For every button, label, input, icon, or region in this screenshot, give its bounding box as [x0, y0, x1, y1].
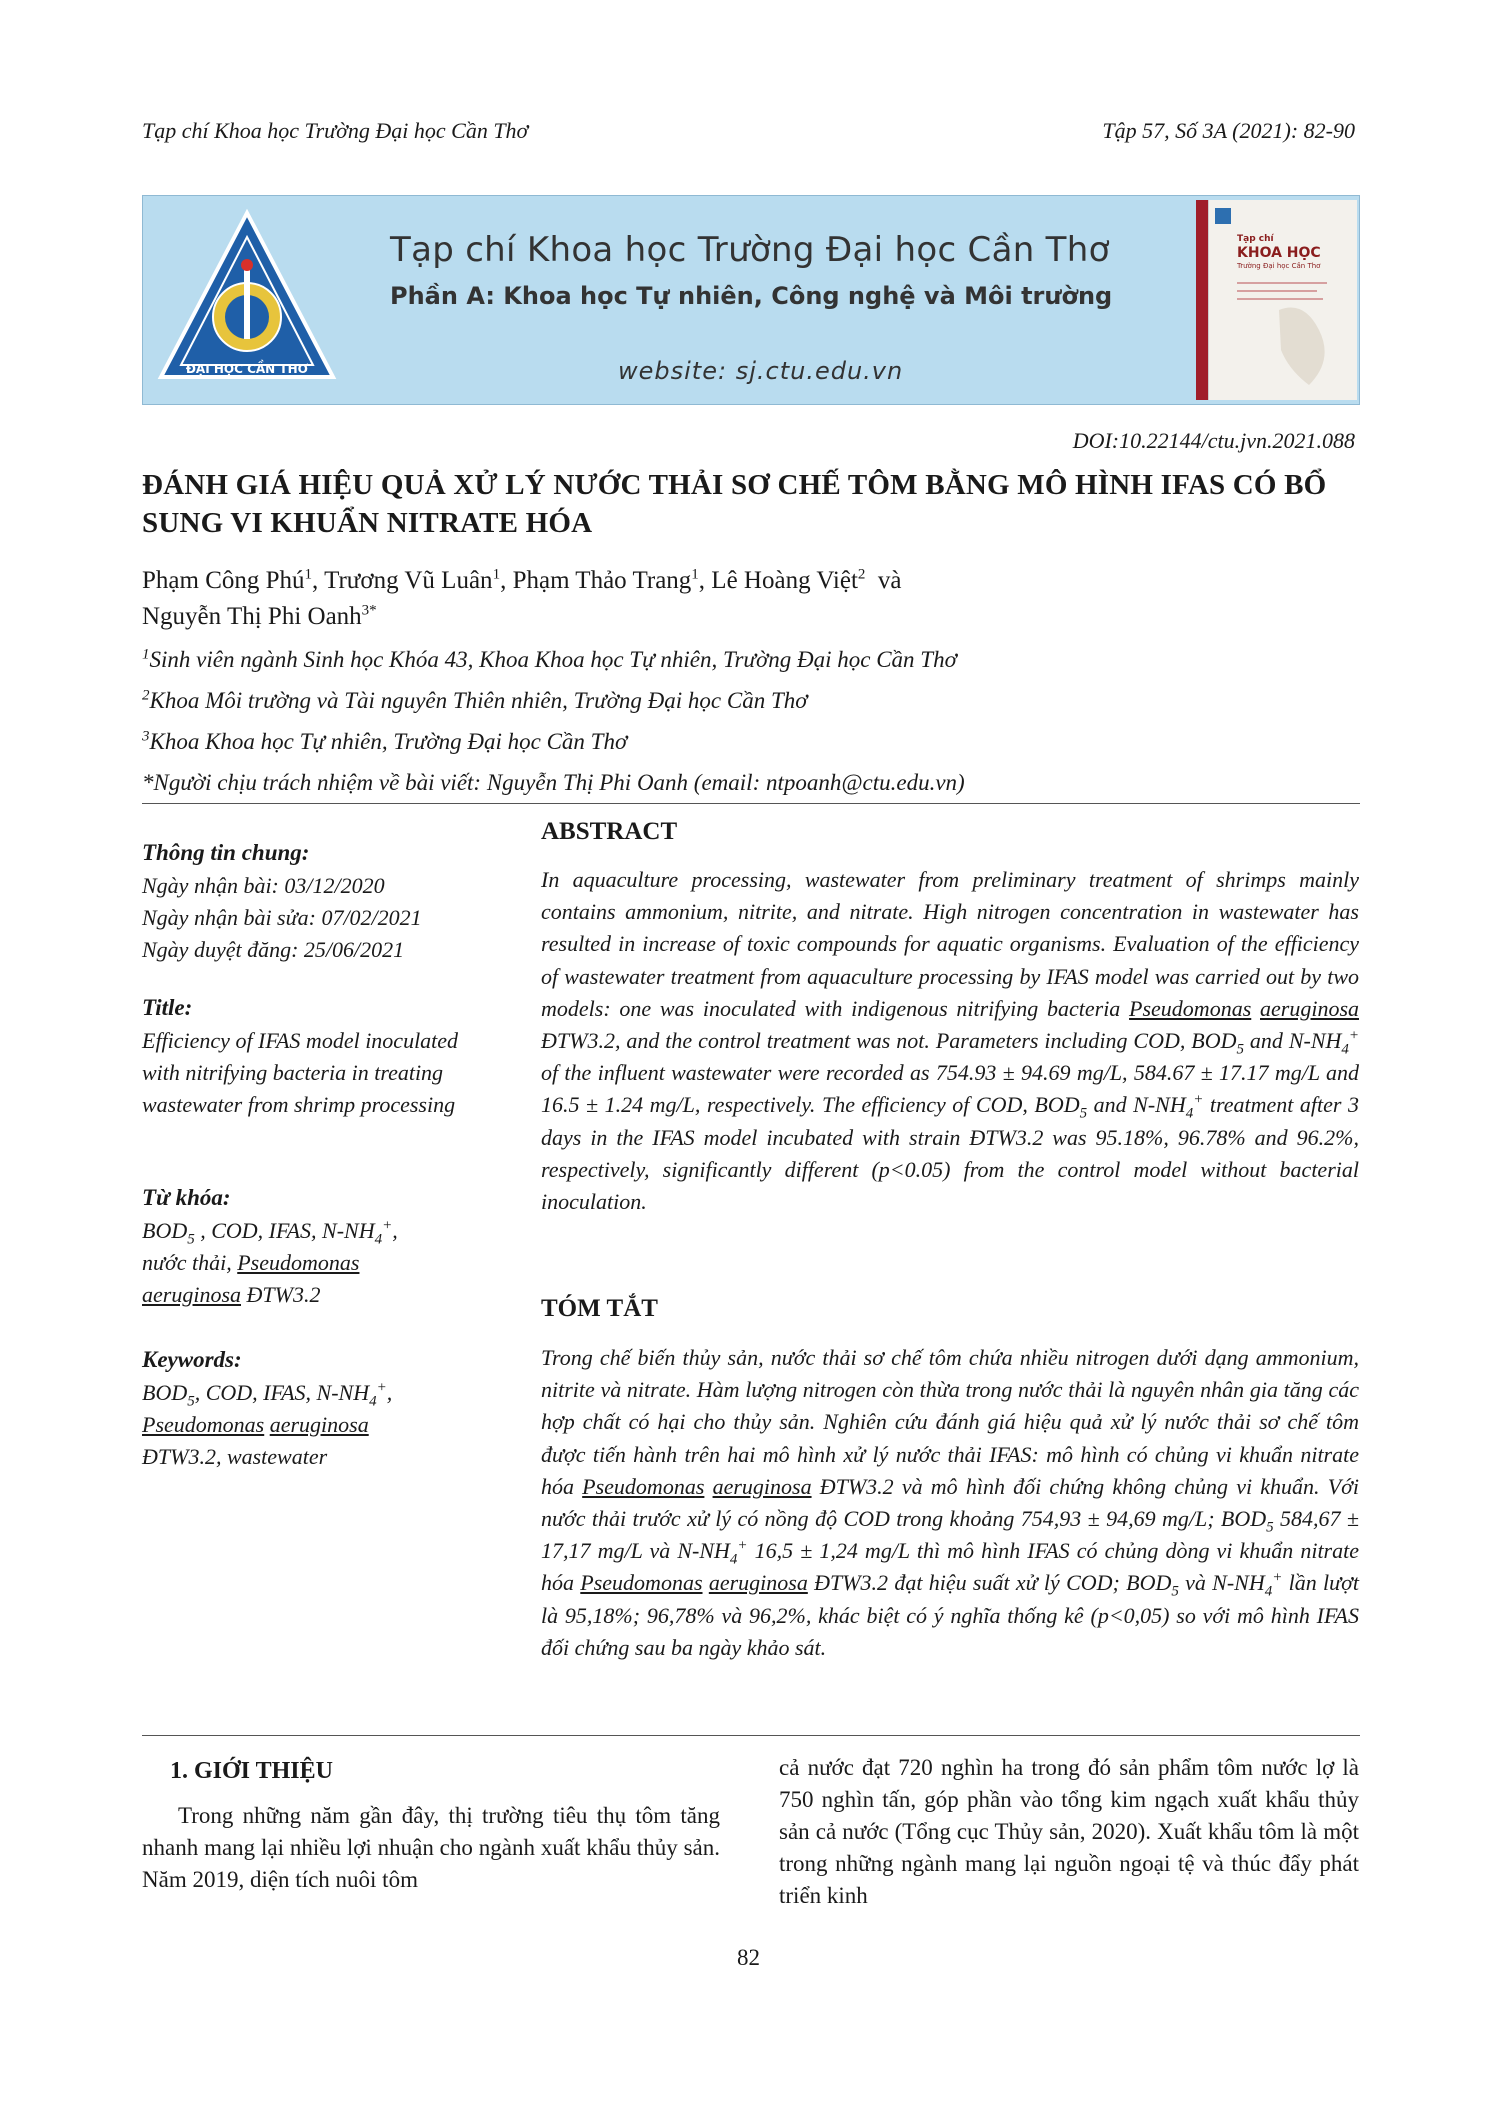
author-aff: 1: [492, 566, 501, 583]
cover-university: Trường Đại học Cần Thơ: [1237, 262, 1321, 270]
cover-text-line: [1237, 298, 1323, 300]
issue-info: Tập 57, Số 3A (2021): 82-90: [1102, 118, 1355, 143]
divider: [142, 803, 1360, 804]
vietnamese-keywords: $BOD_5$ , COD, IFAS, $N-NH_4^+$, nước thải, Pseudomonas aeruginosa ĐTW3.2: [142, 1217, 398, 1307]
author-name: Phạm Thảo Trang: [512, 567, 692, 594]
affiliation: $^2$Khoa Môi trường và Tài nguyên Thiên nhiên, Trường Đại học Cần Thơ: [142, 687, 808, 713]
author-name: Trương Vũ Luân: [324, 567, 493, 594]
author-name: Phạm Công Phú: [142, 567, 305, 594]
abstract-heading: ABSTRACT: [541, 818, 678, 845]
english-title: Efficiency of IFAS model inoculated with nitrifying bacteria in treating wastewater from shrimp processing: [142, 1028, 459, 1117]
banner-website[interactable]: website: sj.ctu.edu.vn: [618, 357, 904, 385]
banner-subtitle: Phần A: Khoa học Tự nhiên, Công nghệ và Môi trường: [390, 282, 1113, 310]
paper-title: ĐÁNH GIÁ HIỆU QUẢ XỬ LÝ NƯỚC THẢI SƠ CHẾ TÔM BẰNG MÔ HÌNH IFAS CÓ BỔ SUNG VI KHUẨN NITRATE HÓA: [142, 469, 1327, 539]
section-heading: 1. GIỚI THIỆU: [170, 1758, 333, 1784]
cover-title: KHOA HỌC: [1237, 245, 1321, 261]
divider: [142, 1735, 1360, 1736]
author-name: Nguyễn Thị Phi Oanh: [142, 603, 362, 630]
journal-cover-thumbnail: [1208, 200, 1357, 400]
body-column-left: Trong những năm gần đây, thị trường tiêu thụ tôm tăng nhanh mang lại nhiều lợi nhuận cho ngành xuất khẩu thủy sản. Năm 2019, diện tích nuôi tôm: [142, 1803, 720, 1892]
tomtat-heading: TÓM TẮT: [541, 1295, 658, 1322]
affiliation: $^1$Sinh viên ngành Sinh học Khóa 43, Khoa Khoa học Tự nhiên, Trường Đại học Cần Thơ: [142, 646, 957, 672]
cover-text-line: [1237, 290, 1317, 292]
author-aff: 1: [304, 566, 313, 583]
abstract-text: In aquaculture processing, wastewater from preliminary treatment of shrimps mainly contains ammonium, nitrite, and nitrate. High nitrogen concentration in wastewater has resulted in increase of toxic compounds for aquatic organisms. Evaluation of the efficiency of wastewater treatment from aquaculture processing by IFAS model was carried out by two models: one was inoculated with indigenous nitrifying bacteria Pseudomonas aeruginosa ĐTW3.2, and the control treatment was not. Parameters including COD, $BOD_5$ and $N-NH_4^+$ of the influent wastewater were recorded as 754.93 ± 94.69 mg/L, 584.67 ± 17.17 mg/L and 16.5 ± 1.24 mg/L, respectively. The efficiency of COD, $BOD_5$ and $N-NH_4^+$ treatment after 3 days in the IFAS model incubated with strain ĐTW3.2 was 95.18%, 96.78% and 96.2%, respectively, significantly different (p<0.05) from the control model without bacterial inoculation.: [541, 867, 1360, 1215]
info-heading: Thông tin chung:: [142, 840, 310, 865]
dates: [142, 870, 507, 966]
banner-title: Tạp chí Khoa học Trường Đại học Cần Thơ: [390, 230, 1110, 270]
cover-spine: [1196, 200, 1208, 400]
tomtat-text: Trong chế biến thủy sản, nước thải sơ chế tôm chứa nhiều nitrogen dưới dạng ammonium, nitrite và nitrate. Hàm lượng nitrogen còn thừa trong nước thải là nguyên nhân gia tăng các hợp chất có hại cho thủy sản. Nghiên cứu đánh giá hiệu quả xử lý nước thải sơ chế tôm được tiến hành trên hai mô hình xử lý nước thải IFAS: mô hình có chủng vi khuẩn nitrate hóa Pseudomonas aeruginosa ĐTW3.2 và mô hình đối chứng không chủng vi khuẩn. Với nước thải trước xử lý có nồng độ COD trong khoảng 754,93 ± 94,69 mg/L; $BOD_5$ 584,67 ± 17,17 mg/L và $N-NH_4^+$ 16,5 ± 1,24 mg/L thì mô hình IFAS có chủng dòng vi khuẩn nitrate hóa Pseudomonas aeruginosa ĐTW3.2 đạt hiệu suất xử lý COD; $BOD_5$ và $N-NH_4^+$ lần lượt là 95,18%; 96,78% và 96,2%, khác biệt có ý nghĩa thống kê (p<0,05) so với mô hình IFAS đối chứng sau ba ngày khảo sát.: [541, 1345, 1360, 1660]
cover-label: Tạp chí: [1237, 234, 1274, 244]
title-heading: Title:: [142, 995, 193, 1020]
revised-date: Ngày nhận bài sửa: 07/02/2021: [142, 905, 422, 930]
tukhoa-heading: Từ khóa:: [142, 1185, 231, 1210]
authors-conjunction: và: [877, 567, 902, 594]
doi[interactable]: DOI:10.22144/ctu.jvn.2021.088: [1072, 428, 1355, 453]
body-column-right: cả nước đạt 720 nghìn ha trong đó sản phẩm tôm nước lợ là 750 nghìn tấn, góp phần vào tổng kim ngạch xuất khẩu thủy sản cả nước (Tổng cục Thủy sản, 2020). Xuất khẩu tôm là một trong những ngành mang lại nguồn ngoại tệ và thúc đẩy phát triển kinh: [779, 1755, 1359, 1908]
author-list: Phạm Công Phú$^1$, Trương Vũ Luân$^1$, Phạm Thảo Trang$^1$, Lê Hoàng Việt$^2$ và Nguyễn Thị Phi Oanh$^{3*}$: [142, 566, 902, 630]
english-keywords: $BOD_5$, COD, IFAS, $N-NH_4^+$, Pseudomonas aeruginosa ĐTW3.2, wastewater: [142, 1379, 393, 1469]
journal-name: Tạp chí Khoa học Trường Đại học Cần Thơ: [142, 118, 529, 143]
accepted-date: Ngày duyệt đăng: 25/06/2021: [142, 937, 405, 962]
university-logo: [155, 207, 340, 392]
logo-text: ĐẠI HỌC CẦN THƠ: [185, 362, 309, 376]
author-aff: 2: [857, 566, 866, 583]
author-name: Lê Hoàng Việt: [711, 567, 858, 594]
received-date: Ngày nhận bài: 03/12/2020: [142, 873, 385, 898]
author-aff: 1: [691, 566, 699, 583]
keywords-heading: Keywords:: [142, 1347, 242, 1372]
affiliation: $^3$Khoa Khoa học Tự nhiên, Trường Đại học Cần Thơ: [142, 728, 628, 754]
page-number: 82: [737, 1945, 760, 1970]
cover-text-line: [1237, 282, 1327, 284]
author-aff: 3*: [361, 602, 377, 619]
corresponding-author: *Người chịu trách nhiệm về bài viết: Nguyễn Thị Phi Oanh (email: ntpoanh@ctu.edu.vn): [142, 770, 965, 795]
